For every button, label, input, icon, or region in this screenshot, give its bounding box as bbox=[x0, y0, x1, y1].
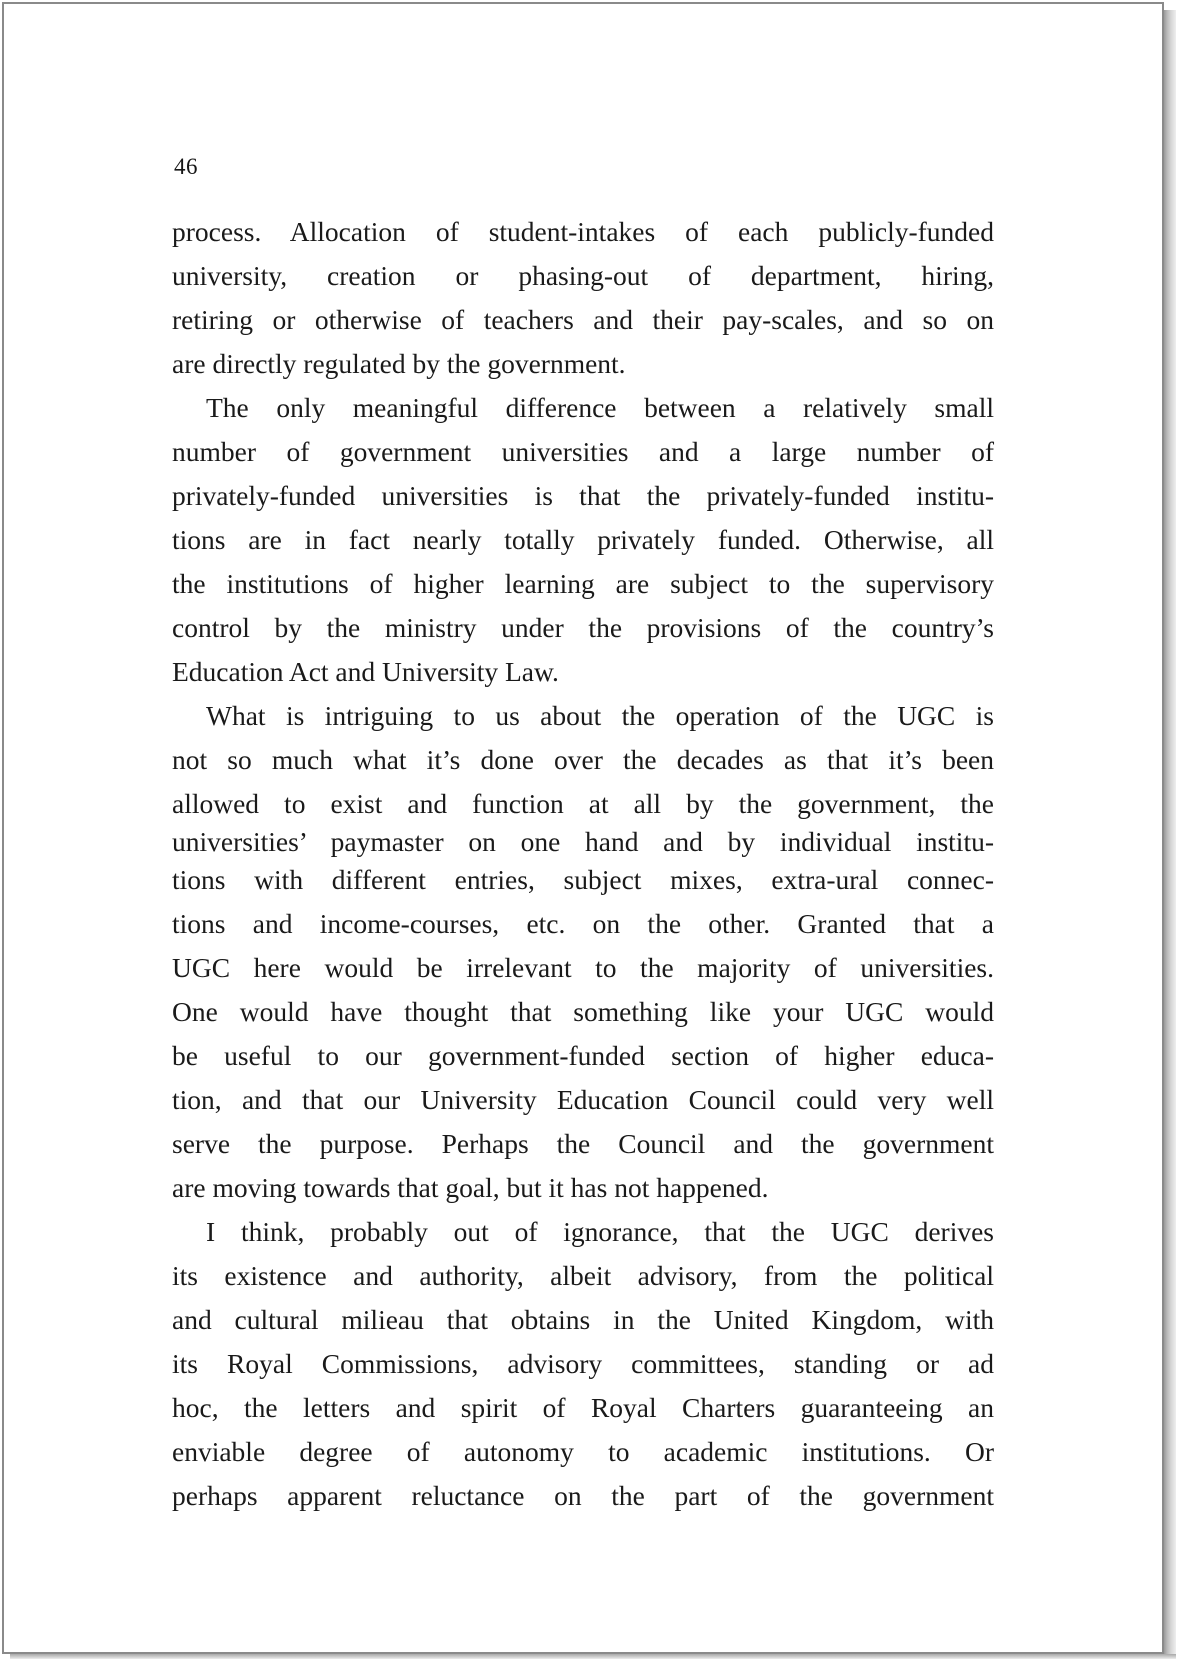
text-line: hoc, the letters and spirit of Royal Charters guaranteeing an bbox=[172, 1392, 994, 1423]
text-line: UGC here would be irrelevant to the majority of universities. bbox=[172, 952, 994, 983]
page-shadow-bottom bbox=[10, 1654, 1176, 1659]
text-line: allowed to exist and function at all by the government, the bbox=[172, 788, 994, 819]
text-line: tions with different entries, subject mixes, extra-ural connec- bbox=[172, 864, 994, 895]
text-line: and cultural milieau that obtains in the United Kingdom, with bbox=[172, 1304, 994, 1335]
text-line: What is intriguing to us about the operation of the UGC is bbox=[206, 700, 994, 731]
text-line: perhaps apparent reluctance on the part of the government bbox=[172, 1480, 994, 1511]
text-line: university, creation or phasing-out of department, hiring, bbox=[172, 260, 994, 291]
text-line: are directly regulated by the government. bbox=[172, 348, 626, 379]
text-line: serve the purpose. Perhaps the Council and the government bbox=[172, 1128, 994, 1159]
text-line: number of government universities and a large number of bbox=[172, 436, 994, 467]
text-line: are moving towards that goal, but it has not happened. bbox=[172, 1172, 769, 1203]
text-line: The only meaningful difference between a relatively small bbox=[206, 392, 994, 423]
text-line: process. Allocation of student-intakes of each publicly-funded bbox=[172, 216, 994, 247]
text-line: its existence and authority, albeit advisory, from the political bbox=[172, 1260, 994, 1291]
text-line: I think, probably out of ignorance, that the UGC derives bbox=[206, 1216, 994, 1247]
body-text bbox=[172, 210, 994, 1518]
text-line: tions are in fact nearly totally privately funded. Otherwise, all bbox=[172, 524, 994, 555]
page-number: 46 bbox=[174, 154, 198, 179]
text-line: its Royal Commissions, advisory committees, standing or ad bbox=[172, 1348, 994, 1379]
text-line: tion, and that our University Education Council could very well bbox=[172, 1084, 994, 1115]
text-line: enviable degree of autonomy to academic institutions. Or bbox=[172, 1436, 994, 1467]
text-line: retiring or otherwise of teachers and their pay-scales, and so on bbox=[172, 304, 994, 335]
text-line: Education Act and University Law. bbox=[172, 656, 559, 687]
text-line: tions and income-courses, etc. on the other. Granted that a bbox=[172, 908, 994, 939]
text-line: the institutions of higher learning are subject to the supervisory bbox=[172, 568, 994, 599]
text-line: not so much what it’s done over the decades as that it’s been bbox=[172, 744, 994, 775]
text-line: universities’ paymaster on one hand and by individual institu- bbox=[172, 826, 994, 857]
text-line: be useful to our government-funded section of higher educa- bbox=[172, 1040, 994, 1071]
text-line: privately-funded universities is that the privately-funded institu- bbox=[172, 480, 994, 511]
text-line: control by the ministry under the provisions of the country’s bbox=[172, 612, 994, 643]
page-shadow bbox=[1164, 10, 1176, 1656]
text-line: One would have thought that something like your UGC would bbox=[172, 996, 994, 1027]
